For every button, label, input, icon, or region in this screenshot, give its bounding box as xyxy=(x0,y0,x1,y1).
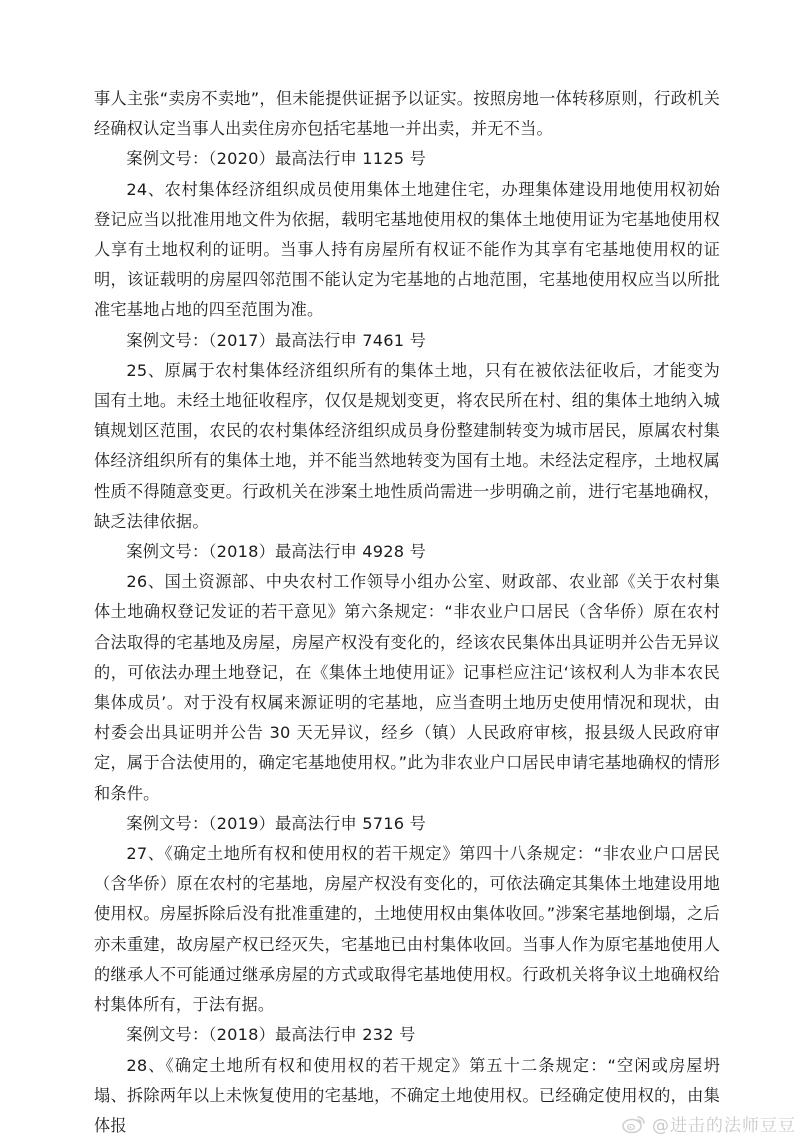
paragraph-24: 24、农村集体经济组织成员使用集体土地建住宅，办理集体建设用地使用权初始登记应当以批准用地文件为依据，载明宅基地使用权的集体土地使用证为宅基地使用权人享有土地权利的证明。当事人持有房屋所有权证不能作为其享有宅基地使用权的证明，该证载明的房屋四邻范围不能认定为宅基地的占地范围，宅基地使用权应当以所批准宅基地占地的四至范围为准。 xyxy=(94,179,720,320)
watermark-text: @进击的法师豆豆 xyxy=(652,1116,796,1136)
watermark xyxy=(622,1111,796,1136)
case-number-2019-5716: 案例文号：（2019）最高法行申 5716 号 xyxy=(126,813,427,833)
paragraph-26: 26、国土资源部、中央农村工作领导小组办公室、财政部、农业部《关于农村集体土地确权登记发证的若干意见》第六条规定：“非农业户口居民（含华侨）原在农村合法取得的宅基地及房屋，房屋产权没有变化的，经该农民集体出具证明并公告无异议的，可依法办理土地登记，在《集体土地使用证》记事栏应注记‘该权利人为非本农民集体成员’。对于没有权属来源证明的宅基地，应当查明土地历史使用情况和现状，由村委会出具证明并公告 30 天无异议，经乡（镇）人民政府审核，报县级人民政府审定，属于合法使用的，确定宅基地使用权。”此为非农业户口居民申请宅基地确权的情形和条件。 xyxy=(94,572,720,803)
case-number-2018-4928: 案例文号：（2018）最高法行申 4928 号 xyxy=(126,542,427,562)
case-number-2018-232: 案例文号：（2018）最高法行申 232 号 xyxy=(126,1025,416,1045)
case-number-2017-7461: 案例文号：（2017）最高法行申 7461 号 xyxy=(126,330,427,350)
paragraph-28: 28、《确定土地所有权和使用权的若干规定》第五十二条规定：“空闲或房屋坍塌、拆除两年以上未恢复使用的宅基地，不确定土地使用权。已经确定使用权的，由集体报 xyxy=(94,1055,720,1135)
document-page xyxy=(94,84,720,1141)
paragraph-27: 27、《确定土地所有权和使用权的若干规定》第四十八条规定：“非农业户口居民（含华侨）原在农村的宅基地，房屋产权没有变化的，可依法确定其集体土地建设用地使用权。房屋拆除后没有批准重建的，土地使用权由集体收回。”涉案宅基地倒塌，之后亦未重建，故房屋产权已经灭失，宅基地已由村集体收回。当事人作为原宅基地使用人的继承人不可能通过继承房屋的方式或取得宅基地使用权。行政机关将争议土地确权给村集体所有，于法有据。 xyxy=(94,844,720,1015)
weibo-logo-icon xyxy=(622,1114,646,1134)
paragraph-continuation: 事人主张“卖房不卖地”，但未能提供证据予以证实。按照房地一体转移原则，行政机关经确权认定当事人出卖住房亦包括宅基地一并出卖，并无不当。 xyxy=(94,89,720,139)
case-number-2020-1125: 案例文号：（2020）最高法行申 1125 号 xyxy=(126,149,427,169)
paragraph-25: 25、原属于农村集体经济组织所有的集体土地，只有在被依法征收后，才能变为国有土地。未经土地征收程序，仅仅是规划变更，将农民所在村、组的集体土地纳入城镇规划区范围，农民的农村集体经济组织成员身份整建制转变为城市居民，原属农村集体经济组织所有的集体土地，并不能当然地转变为国有土地。未经法定程序，土地权属性质不得随意变更。行政机关在涉案土地性质尚需进一步明确之前，进行宅基地确权，缺乏法律依据。 xyxy=(94,360,720,531)
